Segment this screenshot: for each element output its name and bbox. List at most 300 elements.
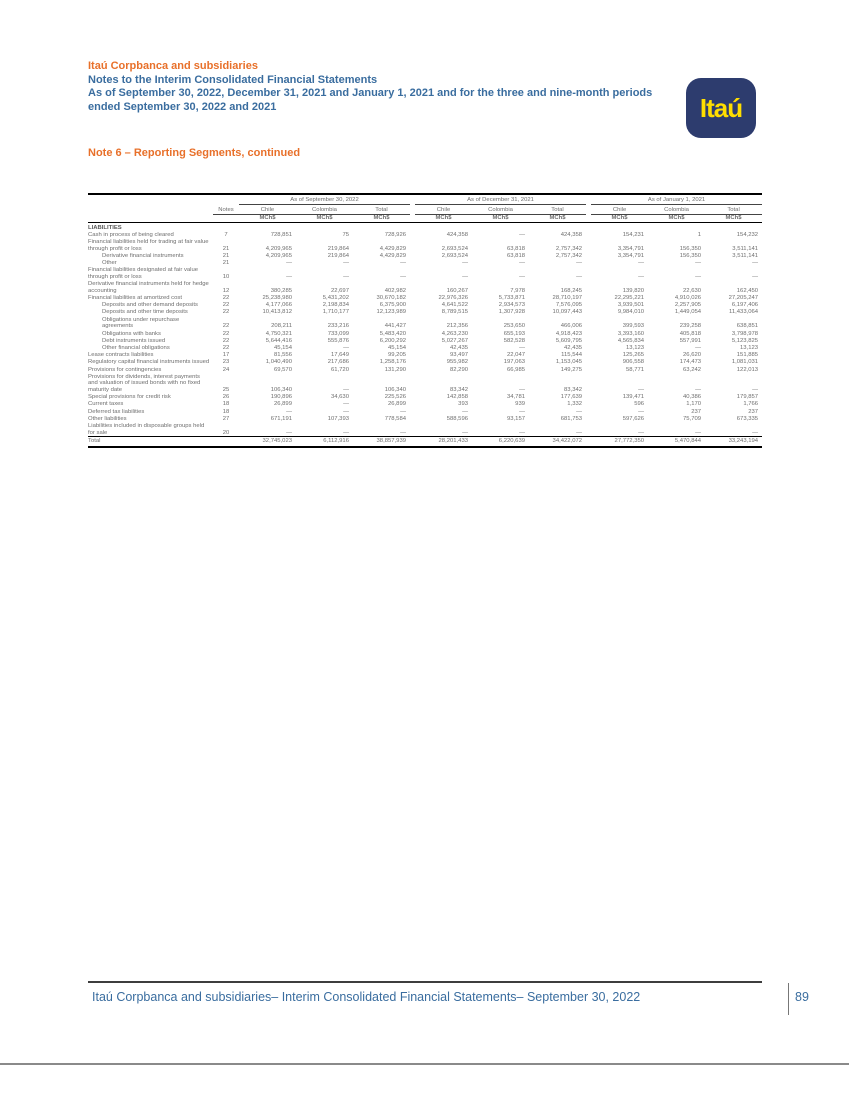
row-label: Special provisions for credit risk (88, 394, 171, 401)
note-ref: 22 (222, 309, 230, 316)
cell-value: 58,771 (626, 366, 645, 373)
cell-value: — (519, 344, 526, 351)
cell-value: 22,630 (683, 287, 702, 294)
cell-value: 253,650 (503, 323, 526, 330)
cell-value (415, 222, 472, 231)
cell-value: 733,099 (327, 330, 349, 337)
table-row (88, 267, 762, 281)
cell-value: 5,609,795 (555, 337, 583, 344)
cell-value (591, 222, 648, 231)
unit-label: MCh$ (529, 215, 586, 223)
table-row (88, 337, 762, 344)
cell-value: 139,820 (622, 287, 645, 294)
table-row (88, 366, 762, 373)
unit-label: MCh$ (353, 215, 410, 223)
cell-value: — (343, 260, 349, 267)
cell-value: 5,483,420 (379, 330, 407, 337)
row-label: Total (88, 437, 213, 448)
cell-value: 2,757,342 (555, 253, 583, 260)
cell-value (472, 222, 529, 231)
cell-value: 8,789,515 (441, 309, 469, 316)
cell-value: 3,798,978 (731, 330, 759, 337)
cell-value: — (695, 274, 702, 281)
row-label: Lease contracts liabilities (88, 352, 154, 359)
cell-value: 190,896 (270, 394, 292, 401)
table-row (88, 309, 762, 316)
table-row (88, 359, 762, 366)
cell-value: 75,709 (683, 415, 702, 422)
cell-value: 955,982 (446, 359, 469, 366)
cell-value: — (695, 429, 702, 436)
cell-value: — (462, 429, 469, 436)
unit-label: MCh$ (591, 215, 648, 223)
cell-value: — (343, 386, 349, 393)
cell-value: — (752, 386, 759, 393)
cell-value: 197,063 (503, 359, 526, 366)
note-ref: 21 (222, 245, 230, 252)
cell-value: 239,258 (679, 323, 702, 330)
note-ref: 26 (222, 394, 230, 401)
cell-value: — (286, 274, 292, 281)
cell-value: — (519, 429, 526, 436)
cell-value: — (462, 260, 469, 267)
unit-label: MCh$ (648, 215, 705, 223)
cell-value: 10,413,812 (262, 309, 292, 316)
row-label: Provisions for contingencies (88, 366, 162, 373)
cell-value: 557,991 (679, 337, 702, 344)
note-ref: 22 (222, 344, 230, 351)
row-label: Financial liabilities at amortized cost (88, 295, 182, 302)
cell-value: 27,772,350 (591, 437, 648, 448)
cell-value: 17,649 (330, 352, 349, 359)
cell-value: 2,257,905 (674, 302, 702, 309)
cell-value: — (638, 429, 645, 436)
note-ref: 24 (222, 366, 230, 373)
cell-value: 424,358 (446, 232, 469, 239)
cell-value: 5,027,267 (441, 337, 469, 344)
cell-value: 655,193 (503, 330, 526, 337)
row-label: Deferred tax liabilities (88, 408, 145, 415)
cell-value: 393 (458, 401, 469, 408)
cell-value: 139,471 (622, 394, 645, 401)
table-row (88, 408, 762, 415)
cell-value: — (400, 260, 407, 267)
cell-value: — (576, 274, 583, 281)
cell-value: — (519, 408, 526, 415)
cell-value: — (519, 386, 526, 393)
column-header: Chile (591, 205, 648, 215)
cell-value: — (286, 429, 292, 436)
cell-value: 28,710,197 (552, 295, 583, 302)
cell-value: — (695, 344, 702, 351)
cell-value: 10,097,443 (552, 309, 583, 316)
cell-value: 156,350 (679, 253, 702, 260)
cell-value: 22,047 (506, 352, 526, 359)
cell-value: 45,154 (273, 344, 292, 351)
cell-value: 1,081,031 (731, 359, 759, 366)
cell-value: — (752, 274, 759, 281)
cell-value: — (695, 386, 702, 393)
segments-table-wrap (88, 193, 762, 448)
cell-value: 42,435 (449, 344, 469, 351)
cell-value: 2,693,524 (441, 245, 469, 252)
cell-value: 1,258,176 (379, 359, 407, 366)
cell-value: 3,354,791 (617, 253, 645, 260)
liabilities-table (88, 193, 762, 448)
table-row (88, 415, 762, 422)
itau-logo-text: Itaú (699, 92, 743, 123)
note-ref: 18 (222, 408, 230, 415)
cell-value: 3,511,141 (732, 253, 759, 260)
cell-value: 45,154 (387, 344, 407, 351)
cell-value: 2,693,524 (441, 253, 469, 260)
cell-value: 399,593 (622, 323, 645, 330)
table-row (88, 281, 762, 295)
cell-value: 142,858 (446, 394, 469, 401)
column-header: Total (705, 205, 762, 215)
cell-value: 939 (515, 401, 526, 408)
cell-value: — (576, 429, 583, 436)
cell-value: 42,435 (564, 344, 583, 351)
cell-value: 237 (748, 408, 759, 415)
cell-value: 34,630 (330, 394, 349, 401)
footer-text: Itaú Corpbanca and subsidiaries– Interim Consolidated Financial Statements– September 30, 2022 (92, 990, 641, 1004)
itau-logo (686, 78, 756, 138)
cell-value: 402,982 (384, 287, 407, 294)
cell-value: 5,644,416 (265, 337, 292, 344)
cell-value: — (343, 408, 349, 415)
page-bottom-edge (0, 1063, 849, 1065)
table-row (88, 373, 762, 393)
cell-value: — (286, 260, 292, 267)
cell-value: 7,978 (510, 287, 526, 294)
cell-value: 673,335 (736, 415, 759, 422)
footer-divider (88, 981, 762, 983)
row-label: Debt instruments issued (102, 337, 166, 344)
table-row (88, 422, 762, 436)
note-ref: 12 (222, 287, 230, 294)
note-ref: 17 (222, 352, 230, 359)
cell-value: 2,934,573 (498, 302, 526, 309)
cell-value: — (519, 274, 526, 281)
cell-value: — (576, 408, 583, 415)
row-label: Deposits and other demand deposits (102, 302, 198, 309)
cell-value: 1 (697, 232, 702, 239)
cell-value: 27,205,247 (728, 295, 759, 302)
cell-value: 778,584 (384, 415, 407, 422)
cell-value: 4,429,829 (379, 245, 407, 252)
row-label: Derivative financial instruments held for hedge accounting (88, 281, 209, 294)
row-label: Financial liabilities held for trading at fair value through profit or loss (88, 239, 209, 252)
cell-value: 6,220,639 (472, 437, 529, 448)
table-group-header-row (88, 194, 762, 205)
cell-value: 151,885 (736, 352, 759, 359)
cell-value: 4,750,321 (265, 330, 292, 337)
note-ref (213, 222, 239, 231)
cell-value: 4,209,965 (265, 245, 292, 252)
cell-value: 30,670,182 (376, 295, 407, 302)
note-ref: 25 (222, 386, 230, 393)
cell-value: 83,342 (449, 386, 469, 393)
cell-value: 596 (634, 401, 645, 408)
cell-value: — (286, 408, 292, 415)
note-ref (213, 437, 239, 448)
note-section-title: Note 6 – Reporting Segments, continued (88, 147, 301, 159)
cell-value (353, 222, 410, 231)
cell-value: 4,910,026 (674, 295, 702, 302)
cell-value: 2,757,342 (555, 245, 583, 252)
cell-value: 9,984,010 (617, 309, 645, 316)
cell-value: 22,976,326 (438, 295, 469, 302)
document-subtitle: As of September 30, 2022, December 31, 2021 and January 1, 2021 and for the three and nine-month periods ended September 30, 2022 and 2021 (88, 87, 653, 113)
cell-value: 681,753 (560, 415, 583, 422)
column-header: Chile (415, 205, 472, 215)
table-row (88, 437, 762, 448)
cell-value: 1,307,928 (498, 309, 526, 316)
cell-value: — (462, 274, 469, 281)
cell-value: 115,544 (561, 352, 583, 359)
cell-value: 12,123,989 (376, 309, 407, 316)
cell-value: 63,818 (506, 245, 526, 252)
notes-column-header: Notes (213, 205, 239, 215)
cell-value: 22,295,221 (614, 295, 645, 302)
cell-value: — (638, 386, 645, 393)
cell-value: — (400, 429, 407, 436)
cell-value: — (343, 401, 349, 408)
note-ref: 22 (222, 330, 230, 337)
note-ref: 22 (222, 295, 230, 302)
cell-value: 40,386 (683, 394, 702, 401)
cell-value: 233,216 (327, 323, 349, 330)
cell-value: 160,267 (446, 287, 469, 294)
table-row (88, 294, 762, 301)
cell-value: 93,497 (449, 352, 469, 359)
document-header (88, 60, 678, 114)
column-header: Colombia (296, 205, 353, 215)
column-group-title: As of January 1, 2021 (591, 194, 762, 205)
cell-value: 237 (691, 408, 702, 415)
table-row (88, 252, 762, 259)
cell-value: — (576, 260, 583, 267)
cell-value: — (343, 344, 349, 351)
cell-value: 93,157 (506, 415, 526, 422)
unit-label: MCh$ (239, 215, 296, 223)
cell-value: 63,242 (683, 366, 702, 373)
cell-value: 154,231 (622, 232, 645, 239)
note-ref: 10 (222, 274, 230, 281)
cell-value: 555,876 (327, 337, 349, 344)
cell-value: 156,350 (679, 245, 702, 252)
cell-value: 671,191 (270, 415, 292, 422)
cell-value: 6,112,916 (296, 437, 353, 448)
cell-value: 99,205 (387, 352, 407, 359)
note-ref: 18 (222, 401, 230, 408)
row-label: Derivative financial instruments (102, 253, 184, 260)
cell-value: 174,473 (679, 359, 702, 366)
row-label: Other (102, 260, 117, 267)
cell-value: 424,358 (560, 232, 583, 239)
cell-value: — (752, 429, 759, 436)
cell-value: 61,720 (330, 366, 349, 373)
cell-value: 26,620 (683, 352, 702, 359)
table-row (88, 394, 762, 401)
row-label: LIABILITIES (88, 224, 122, 231)
cell-value: 7,576,095 (555, 302, 583, 309)
cell-value: 22,697 (330, 287, 349, 294)
cell-value: — (695, 260, 702, 267)
cell-value: 38,857,939 (353, 437, 410, 448)
cell-value: 4,429,829 (379, 253, 407, 260)
cell-value: — (343, 274, 349, 281)
cell-value: 162,450 (736, 287, 759, 294)
cell-value: 1,040,490 (265, 359, 292, 366)
cell-value: — (638, 260, 645, 267)
cell-value: 1,332 (567, 401, 583, 408)
cell-value: 5,431,202 (322, 295, 349, 302)
cell-value: 728,851 (270, 232, 292, 239)
cell-value: 1,449,054 (674, 309, 702, 316)
document-title: Notes to the Interim Consolidated Financial Statements (88, 73, 378, 86)
cell-value: 728,926 (384, 232, 407, 239)
note-ref: 22 (222, 302, 230, 309)
row-label: Obligations under repurchase agreements (102, 316, 180, 330)
cell-value: 3,354,791 (617, 245, 645, 252)
cell-value: 179,857 (736, 394, 759, 401)
unit-label: MCh$ (705, 215, 762, 223)
cell-value (296, 222, 353, 231)
cell-value: 28,201,433 (415, 437, 472, 448)
cell-value: 11,433,064 (729, 309, 759, 316)
note-ref: 22 (222, 337, 230, 344)
note-ref: 7 (224, 232, 228, 239)
cell-value: 106,340 (384, 386, 407, 393)
cell-value: 4,918,423 (555, 330, 583, 337)
unit-label: MCh$ (296, 215, 353, 223)
cell-value: 131,290 (384, 366, 407, 373)
cell-value: — (638, 408, 645, 415)
cell-value: — (343, 429, 349, 436)
cell-value: 5,733,871 (498, 295, 526, 302)
cell-value: 34,781 (506, 394, 526, 401)
cell-value: — (519, 260, 526, 267)
cell-value: 212,356 (446, 323, 469, 330)
cell-value: 82,290 (449, 366, 469, 373)
cell-value: 380,285 (270, 287, 292, 294)
note-ref: 22 (222, 323, 230, 330)
note-ref: 21 (222, 260, 230, 267)
cell-value: 25,238,980 (262, 295, 292, 302)
cell-value: 2,198,834 (322, 302, 349, 309)
cell-value: 81,556 (273, 352, 292, 359)
cell-value: 125,265 (622, 352, 645, 359)
table-row (88, 222, 762, 231)
table-row (88, 302, 762, 309)
page-number-divider (788, 983, 789, 1015)
cell-value: 597,626 (622, 415, 645, 422)
table-unit-row (88, 215, 762, 223)
table-row (88, 231, 762, 238)
cell-value: — (752, 260, 759, 267)
row-label: Liabilities included in disposable groups held for sale (88, 422, 205, 436)
table-row (88, 330, 762, 337)
table-row (88, 352, 762, 359)
cell-value: — (519, 232, 526, 239)
cell-value: 219,864 (327, 253, 349, 260)
table-row (88, 260, 762, 267)
table-row (88, 401, 762, 408)
cell-value: — (638, 274, 645, 281)
cell-value: 122,013 (736, 366, 759, 373)
table-subheader-row (88, 205, 762, 215)
cell-value: 63,818 (506, 253, 526, 260)
cell-value: 26,899 (387, 401, 407, 408)
column-header: Total (353, 205, 410, 215)
cell-value: 69,570 (273, 366, 292, 373)
unit-label: MCh$ (472, 215, 529, 223)
cell-value (705, 222, 762, 231)
cell-value: 219,864 (327, 245, 349, 252)
row-label: Deposits and other time deposits (102, 309, 188, 316)
row-label: Cash in process of being cleared (88, 232, 174, 239)
cell-value: 4,565,834 (617, 337, 645, 344)
cell-value: 1,153,045 (555, 359, 583, 366)
cell-value: 83,342 (564, 386, 583, 393)
note-ref: 21 (222, 253, 230, 260)
column-header: Chile (239, 205, 296, 215)
table-row (88, 239, 762, 253)
row-label: Other financial obligations (102, 344, 170, 351)
cell-value: 441,427 (384, 323, 407, 330)
note-ref: 27 (222, 415, 230, 422)
row-label: Regulatory capital financial instruments issued (88, 359, 210, 366)
cell-value: 13,123 (740, 344, 759, 351)
page-number: 89 (795, 990, 809, 1004)
cell-value: 217,686 (327, 359, 349, 366)
column-group-title: As of September 30, 2022 (239, 194, 410, 205)
cell-value: 588,596 (446, 415, 469, 422)
cell-value: 3,511,141 (732, 245, 759, 252)
cell-value: 4,263,230 (441, 330, 469, 337)
cell-value: 168,245 (560, 287, 583, 294)
cell-value: 466,006 (560, 323, 583, 330)
cell-value: 177,639 (560, 394, 583, 401)
note-ref: 23 (222, 359, 230, 366)
cell-value: — (400, 408, 407, 415)
column-group-title: As of December 31, 2021 (415, 194, 586, 205)
cell-value: 582,528 (503, 337, 526, 344)
cell-value: 75 (342, 232, 349, 239)
row-label: Current taxes (88, 401, 124, 408)
row-label: Obligations with banks (102, 330, 161, 337)
cell-value: 638,851 (736, 323, 759, 330)
cell-value: 4,641,522 (441, 302, 469, 309)
column-header: Colombia (648, 205, 705, 215)
row-label: Other liabilities (88, 415, 127, 422)
cell-value: 6,200,292 (379, 337, 407, 344)
cell-value: 1,766 (743, 401, 759, 408)
row-label: Financial liabilities designated at fair value through profit or loss (88, 267, 199, 281)
table-row (88, 316, 762, 330)
cell-value: 66,985 (506, 366, 526, 373)
cell-value: 106,340 (270, 386, 292, 393)
cell-value: 225,526 (384, 394, 407, 401)
cell-value: 5,470,844 (648, 437, 705, 448)
cell-value: 149,275 (560, 366, 583, 373)
company-name: Itaú Corpbanca and subsidiaries (88, 60, 258, 72)
cell-value: 6,375,900 (379, 302, 407, 309)
cell-value: 32,745,023 (239, 437, 296, 448)
cell-value: — (462, 408, 469, 415)
